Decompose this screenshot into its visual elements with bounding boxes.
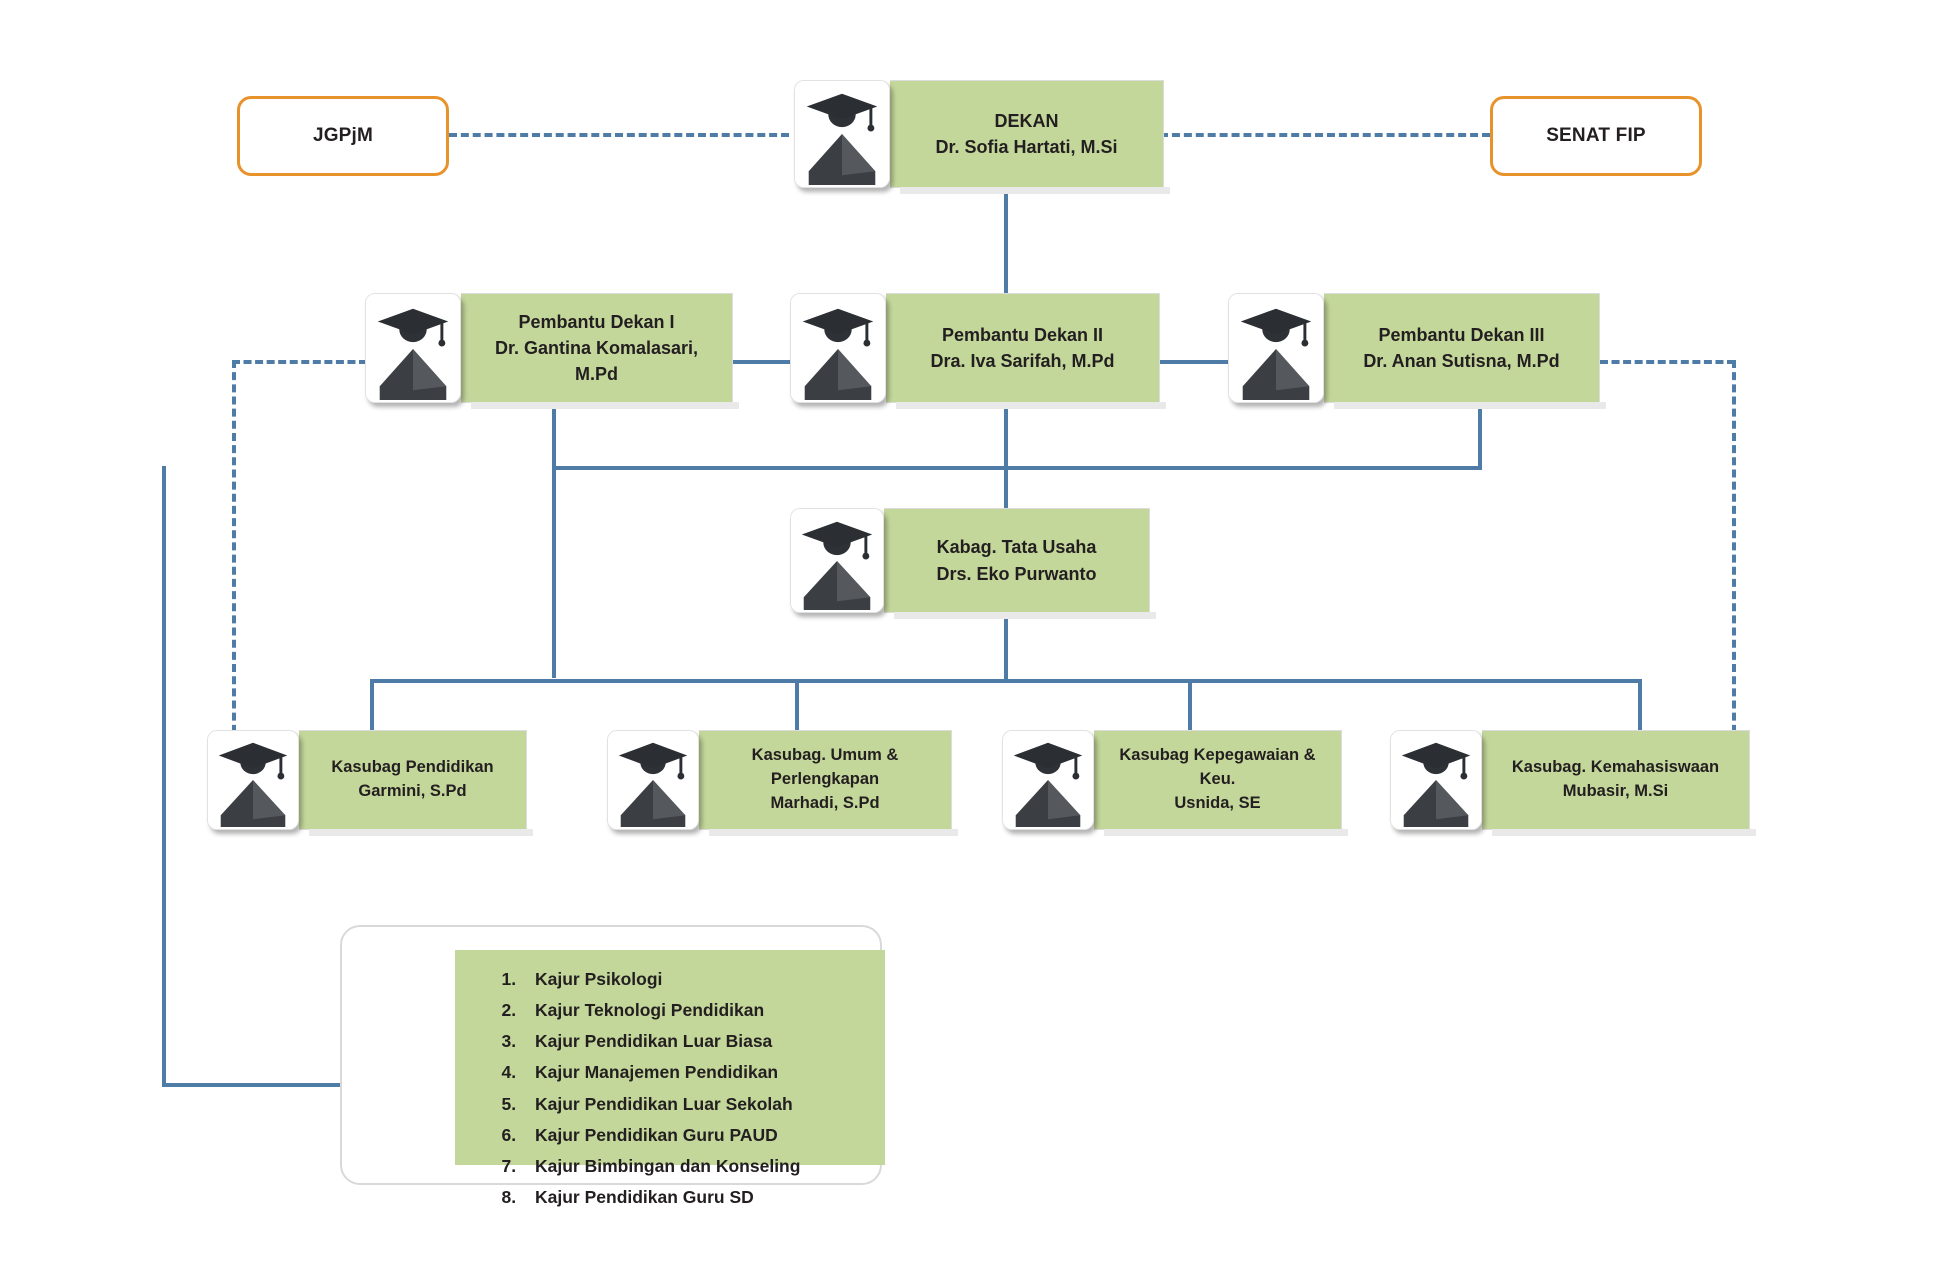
- node-kasubag-kemahasiswaan-title: Kasubag. Kemahasiswaan: [1511, 758, 1720, 777]
- node-kabag-tata-usaha[interactable]: [790, 508, 1150, 613]
- list-item: 5. Kajur Pendidikan Luar Sekolah: [521, 1089, 867, 1120]
- graduate-avatar-icon: [794, 80, 890, 188]
- line-kasubag-bus: [370, 679, 1642, 683]
- node-pembantu-dekan-3-name: Dr. Anan Sutisna, M.Pd: [1363, 351, 1560, 371]
- list-item: 1. Kajur Psikologi: [521, 964, 867, 995]
- dashed-line-right-vertical: [1732, 360, 1736, 745]
- line-pd3-drop: [1478, 408, 1482, 470]
- node-pembantu-dekan-2-title: Pembantu Dekan II: [941, 324, 1104, 345]
- node-kasubag-kemahasiswaan-label: [1482, 730, 1750, 830]
- node-pembantu-dekan-2-name: Dra. Iva Sarifah, M.Pd: [930, 351, 1115, 371]
- node-kasubag-kemahasiswaan[interactable]: [1390, 730, 1750, 830]
- graduate-avatar-icon: [1390, 730, 1482, 830]
- node-kasubag-umum-perlengkapan-label: [699, 730, 952, 830]
- node-dekan[interactable]: [794, 80, 1164, 188]
- node-pembantu-dekan-3[interactable]: [1228, 293, 1600, 403]
- line-left-branch-vertical: [162, 466, 166, 1086]
- graduate-avatar-icon: [790, 293, 886, 403]
- graduate-avatar-icon: [1228, 293, 1324, 403]
- node-kasubag-kepegawaian-keu-name: Usnida, SE: [1174, 793, 1261, 812]
- line-pd1-drop: [552, 408, 556, 678]
- node-kasubag-kepegawaian-keu-title: Kasubag Kepegawaian & Keu.: [1119, 746, 1316, 789]
- node-pembantu-dekan-3-label: [1324, 293, 1600, 403]
- node-kasubag-umum-perlengkapan-name: Marhadi, S.Pd: [770, 793, 880, 812]
- list-item: 4. Kajur Manajemen Pendidikan: [521, 1057, 867, 1088]
- graduate-avatar-icon: [207, 730, 299, 830]
- dashed-line-dekan-senat: [1160, 133, 1490, 137]
- list-item: 2. Kajur Teknologi Pendidikan: [521, 995, 867, 1026]
- dashed-line-right-top: [1600, 360, 1735, 364]
- side-box-jgpjm[interactable]: [237, 96, 449, 176]
- node-kasubag-pendidikan-title: Kasubag Pendidikan: [331, 758, 494, 777]
- node-pembantu-dekan-2-label: [886, 293, 1160, 403]
- node-kasubag-pendidikan[interactable]: [207, 730, 527, 830]
- node-dekan-name: Dr. Sofia Hartati, M.Si: [935, 137, 1118, 157]
- node-kasubag-pendidikan-label: [299, 730, 527, 830]
- node-pembantu-dekan-1-title: Pembantu Dekan I: [518, 311, 675, 332]
- node-pembantu-dekan-3-title: Pembantu Dekan III: [1378, 324, 1545, 345]
- node-pembantu-dekan-1[interactable]: [365, 293, 733, 403]
- graduate-avatar-icon: [1002, 730, 1094, 830]
- list-item: 6. Kajur Pendidikan Guru PAUD: [521, 1120, 867, 1151]
- node-kasubag-umum-perlengkapan[interactable]: [607, 730, 952, 830]
- graduate-avatar-icon: [365, 293, 461, 403]
- line-left-branch-to-list: [162, 1083, 342, 1087]
- node-kasubag-pendidikan-name: Garmini, S.Pd: [358, 782, 467, 800]
- graduate-avatar-icon: [607, 730, 699, 830]
- node-kabag-tata-usaha-label: [884, 508, 1150, 613]
- node-dekan-title: DEKAN: [994, 110, 1059, 131]
- kajur-list[interactable]: [455, 950, 885, 1207]
- line-bus-drop-3: [1188, 679, 1192, 737]
- node-kasubag-umum-perlengkapan-title: Kasubag. Umum & Perlengkapan: [751, 746, 899, 789]
- node-pembantu-dekan-1-name: Dr. Gantina Komalasari, M.Pd: [494, 337, 699, 385]
- side-box-senat-fip-label: SENAT FIP: [1546, 125, 1646, 146]
- node-kabag-tata-usaha-name: Drs. Eko Purwanto: [936, 563, 1097, 584]
- node-kasubag-kemahasiswaan-name: Mubasir, M.Si: [1562, 782, 1669, 800]
- node-kasubag-kepegawaian-keu[interactable]: [1002, 730, 1342, 830]
- line-bus-drop-4: [1638, 679, 1642, 737]
- line-pd1-pd3-bus: [552, 466, 1482, 470]
- node-kabag-tata-usaha-title: Kabag. Tata Usaha: [936, 537, 1097, 558]
- node-pembantu-dekan-1-label: [461, 293, 733, 403]
- side-box-jgpjm-label: JGPjM: [312, 125, 374, 146]
- list-item: 8. Kajur Pendidikan Guru SD: [521, 1182, 867, 1213]
- node-pembantu-dekan-2[interactable]: [790, 293, 1160, 403]
- list-item: 3. Kajur Pendidikan Luar Biasa: [521, 1026, 867, 1057]
- node-kasubag-kepegawaian-keu-label: [1094, 730, 1342, 830]
- dashed-line-jgpjm-dekan: [449, 133, 789, 137]
- graduate-avatar-icon: [790, 508, 884, 613]
- dashed-line-left-vertical: [232, 360, 236, 745]
- list-item: 7. Kajur Bimbingan dan Konseling: [521, 1151, 867, 1182]
- line-bus-drop-2: [795, 679, 799, 737]
- node-dekan-label: [890, 80, 1164, 188]
- dashed-line-left-top: [232, 360, 367, 364]
- line-bus-drop-1: [370, 679, 374, 737]
- kajur-list-items: [465, 964, 867, 1213]
- side-box-senat-fip[interactable]: [1490, 96, 1702, 176]
